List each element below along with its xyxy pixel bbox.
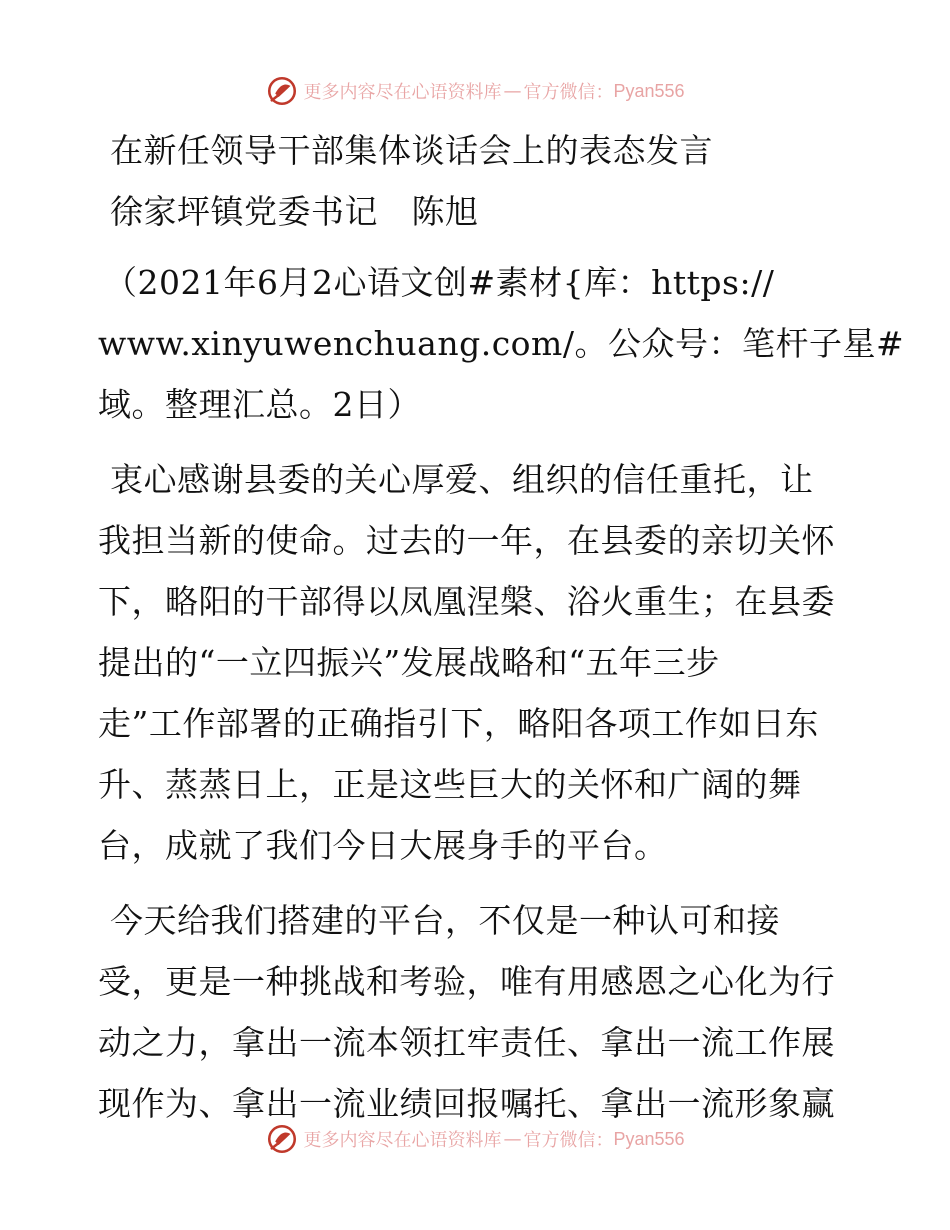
paragraph-line: 升、蒸蒸日上，正是这些巨大的关怀和广阔的舞 <box>98 765 802 804</box>
paragraph-line: 衷心感谢县委的关心厚爱、组织的信任重托，让 <box>110 460 814 499</box>
xinyu-logo-icon <box>265 74 299 108</box>
watermark-banner-bottom <box>0 1121 950 1157</box>
paragraph-line: 受，更是一种挑战和考验，唯有用感恩之心化为行 <box>98 962 835 1001</box>
watermark-handle: Pyan556 <box>613 1128 685 1149</box>
watermark-dash: — <box>503 1128 522 1150</box>
paragraph-1 <box>98 449 858 876</box>
watermark-text: 更多内容尽在心语资料库 <box>303 82 502 103</box>
watermark-handle: Pyan556 <box>613 80 685 101</box>
watermark-banner-top <box>0 73 950 109</box>
source-note <box>98 252 905 435</box>
paragraph-line: 现作为、拿出一流业绩回报嘱托、拿出一流形象赢 <box>98 1084 835 1123</box>
paragraph-2 <box>98 890 858 1134</box>
xinyu-logo-icon <box>265 1122 299 1156</box>
doc-title: 在新任领导干部集体谈话会上的表态发言 <box>110 131 713 170</box>
document-body <box>98 120 905 1134</box>
paragraph-line: 动之力，拿出一流本领扛牢责任、拿出一流工作展 <box>98 1023 835 1062</box>
paragraph-line: 台，成就了我们今日大展身手的平台。 <box>98 826 668 865</box>
watermark-dash: — <box>503 80 522 102</box>
source-line: 域。整理汇总。2日） <box>98 385 421 424</box>
author-line: 徐家坪镇党委书记 陈旭 <box>110 192 479 231</box>
paragraph-line: 提出的“一立四振兴”发展战略和“五年三步 <box>98 643 720 682</box>
paragraph-line: 我担当新的使命。过去的一年，在县委的亲切关怀 <box>98 521 835 560</box>
source-line: www.xinyuwenchuang.com/。公众号：笔杆子星# <box>98 324 905 363</box>
paragraph-line: 走”工作部署的正确指引下，略阳各项工作如日东 <box>98 704 819 743</box>
source-line: （2021年6月2心语文创#素材{库：https:// <box>104 263 775 302</box>
watermark-contact-label: 官方微信： <box>523 82 614 103</box>
watermark-text: 更多内容尽在心语资料库 <box>303 1130 502 1151</box>
watermark-contact-label: 官方微信： <box>523 1130 614 1151</box>
paragraph-line: 今天给我们搭建的平台，不仅是一种认可和接 <box>110 901 780 940</box>
paragraph-line: 下，略阳的干部得以凤凰涅槃、浴火重生；在县委 <box>98 582 835 621</box>
